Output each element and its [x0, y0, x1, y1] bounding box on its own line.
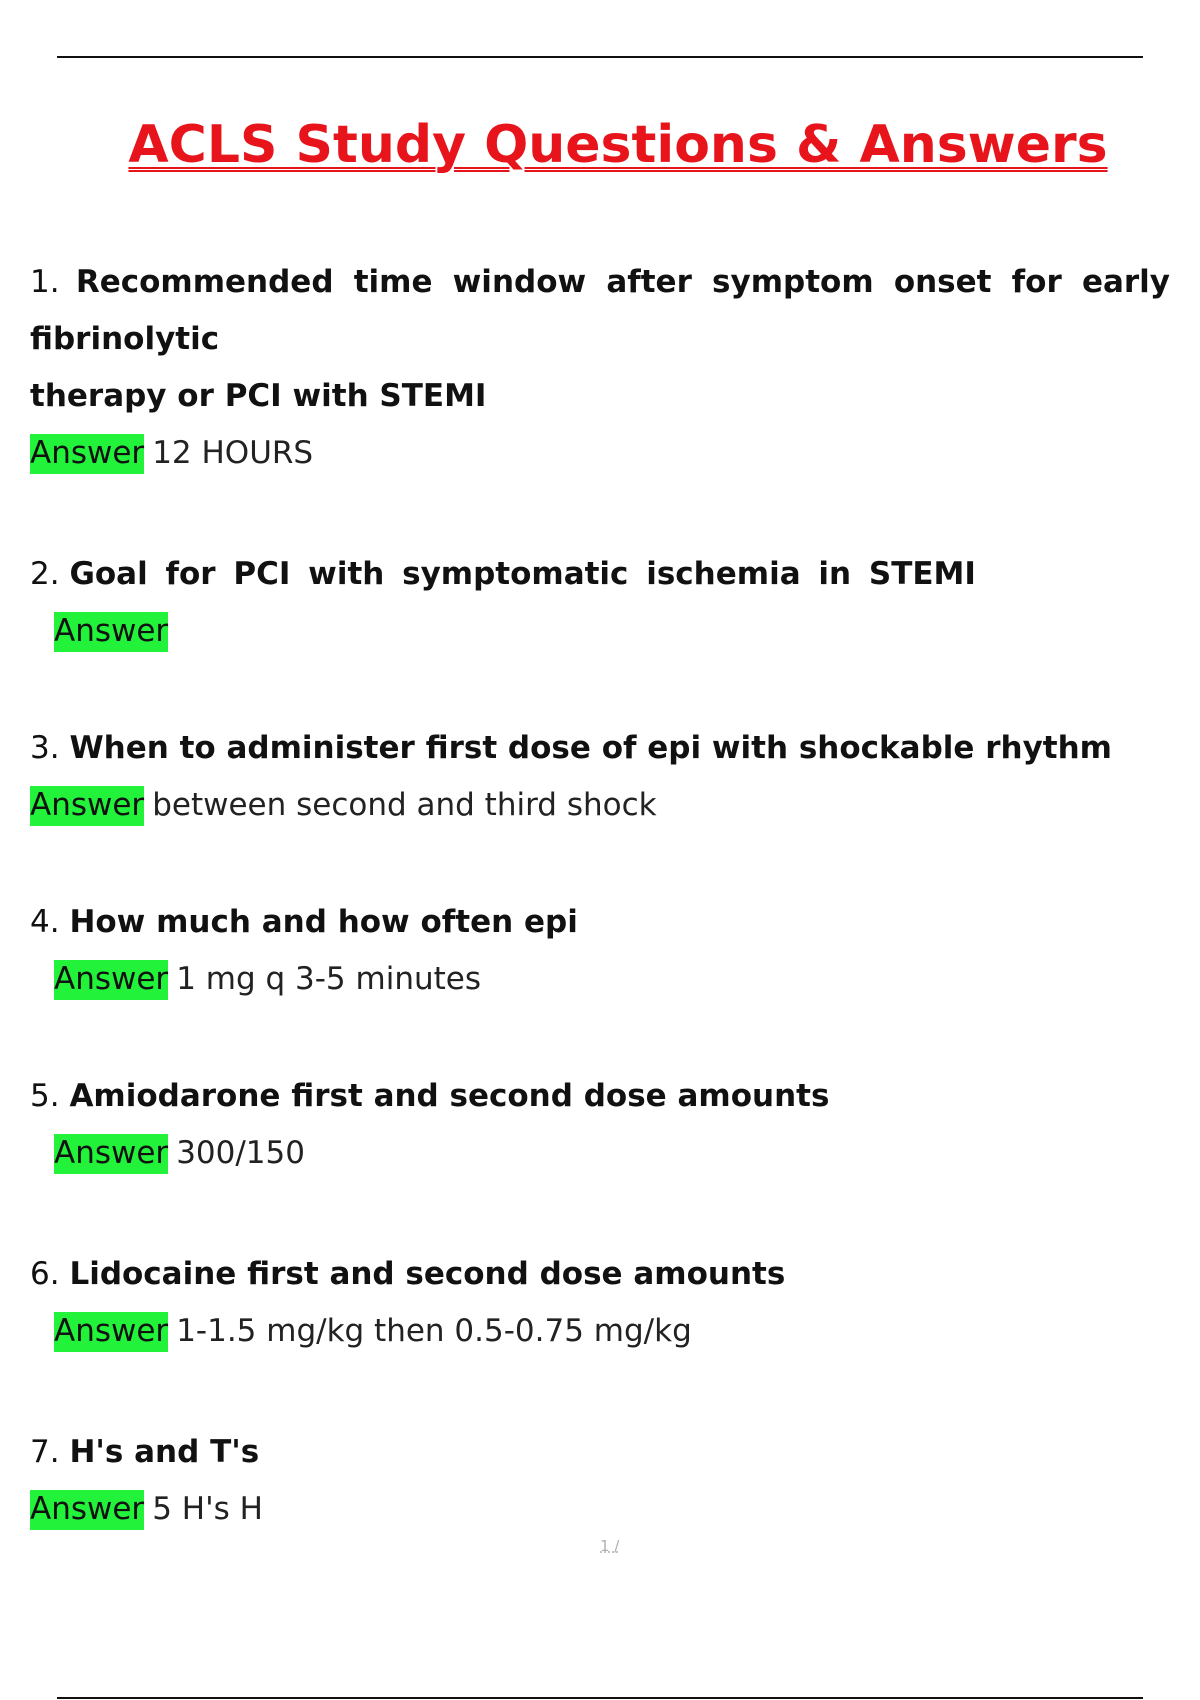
- qa-item-5: [30, 1068, 1170, 1181]
- question: [30, 720, 1170, 777]
- qa-item-1: [30, 254, 1170, 481]
- answer-value: 5 H's H: [152, 1491, 263, 1527]
- answer-line: [30, 425, 1170, 481]
- question-number: 4.: [30, 904, 60, 940]
- question: [30, 1068, 1170, 1125]
- question-text: Goal for PCI with symptomatic ischemia in STEMI: [69, 556, 976, 592]
- answer-line: [30, 603, 1170, 659]
- qa-item-3: [30, 720, 1170, 833]
- question-text: H's and T's: [69, 1434, 260, 1470]
- question-number: 3.: [30, 730, 60, 766]
- bottom-rule: [57, 1697, 1143, 1699]
- question: [30, 254, 1170, 425]
- question-number: 1.: [30, 264, 60, 300]
- question: [30, 1424, 1170, 1481]
- page-title: ACLS Study Questions & Answers: [128, 115, 1108, 175]
- answer-line: [30, 951, 1170, 1007]
- answer-line: [30, 777, 1170, 833]
- question-number: 5.: [30, 1078, 60, 1114]
- question-text: Amiodarone first and second dose amounts: [69, 1078, 830, 1114]
- qa-item-6: [30, 1246, 1170, 1359]
- answer-value: 300/150: [176, 1135, 305, 1171]
- question: [30, 546, 1170, 603]
- answer-value: 1 mg q 3-5 minutes: [176, 961, 481, 997]
- question: [30, 1246, 1170, 1303]
- answer-line: [30, 1481, 1170, 1537]
- answer-label: Answer: [30, 1490, 144, 1530]
- answer-label: Answer: [54, 612, 168, 652]
- question-number: 6.: [30, 1256, 60, 1292]
- qa-item-4: [30, 894, 1170, 1007]
- answer-label: Answer: [30, 434, 144, 474]
- answer-label: Answer: [54, 1312, 168, 1352]
- question-text: Recommended time window after symptom onset for early fibrinolytic: [30, 264, 1171, 357]
- answer-value: 1-1.5 mg/kg then 0.5-0.75 mg/kg: [176, 1313, 692, 1349]
- question-text-continued: therapy or PCI with STEMI: [30, 378, 487, 414]
- question-text: Lidocaine first and second dose amounts: [69, 1256, 786, 1292]
- qa-item-7: [30, 1424, 1170, 1537]
- question: [30, 894, 1170, 951]
- top-rule: [57, 56, 1143, 58]
- answer-line: [30, 1303, 1170, 1359]
- question-text: When to administer first dose of epi with shockable rhythm: [69, 730, 1112, 766]
- answer-label: Answer: [54, 1134, 168, 1174]
- qa-item-2: [30, 546, 1170, 659]
- answer-label: Answer: [30, 786, 144, 826]
- answer-label: Answer: [54, 960, 168, 1000]
- answer-value: between second and third shock: [152, 787, 657, 823]
- question-text: How much and how often epi: [69, 904, 578, 940]
- question-number: 2.: [30, 556, 60, 592]
- answer-value: 12 HOURS: [152, 435, 314, 471]
- question-number: 7.: [30, 1434, 60, 1470]
- page-number: 1 /: [600, 1537, 620, 1555]
- answer-line: [30, 1125, 1170, 1181]
